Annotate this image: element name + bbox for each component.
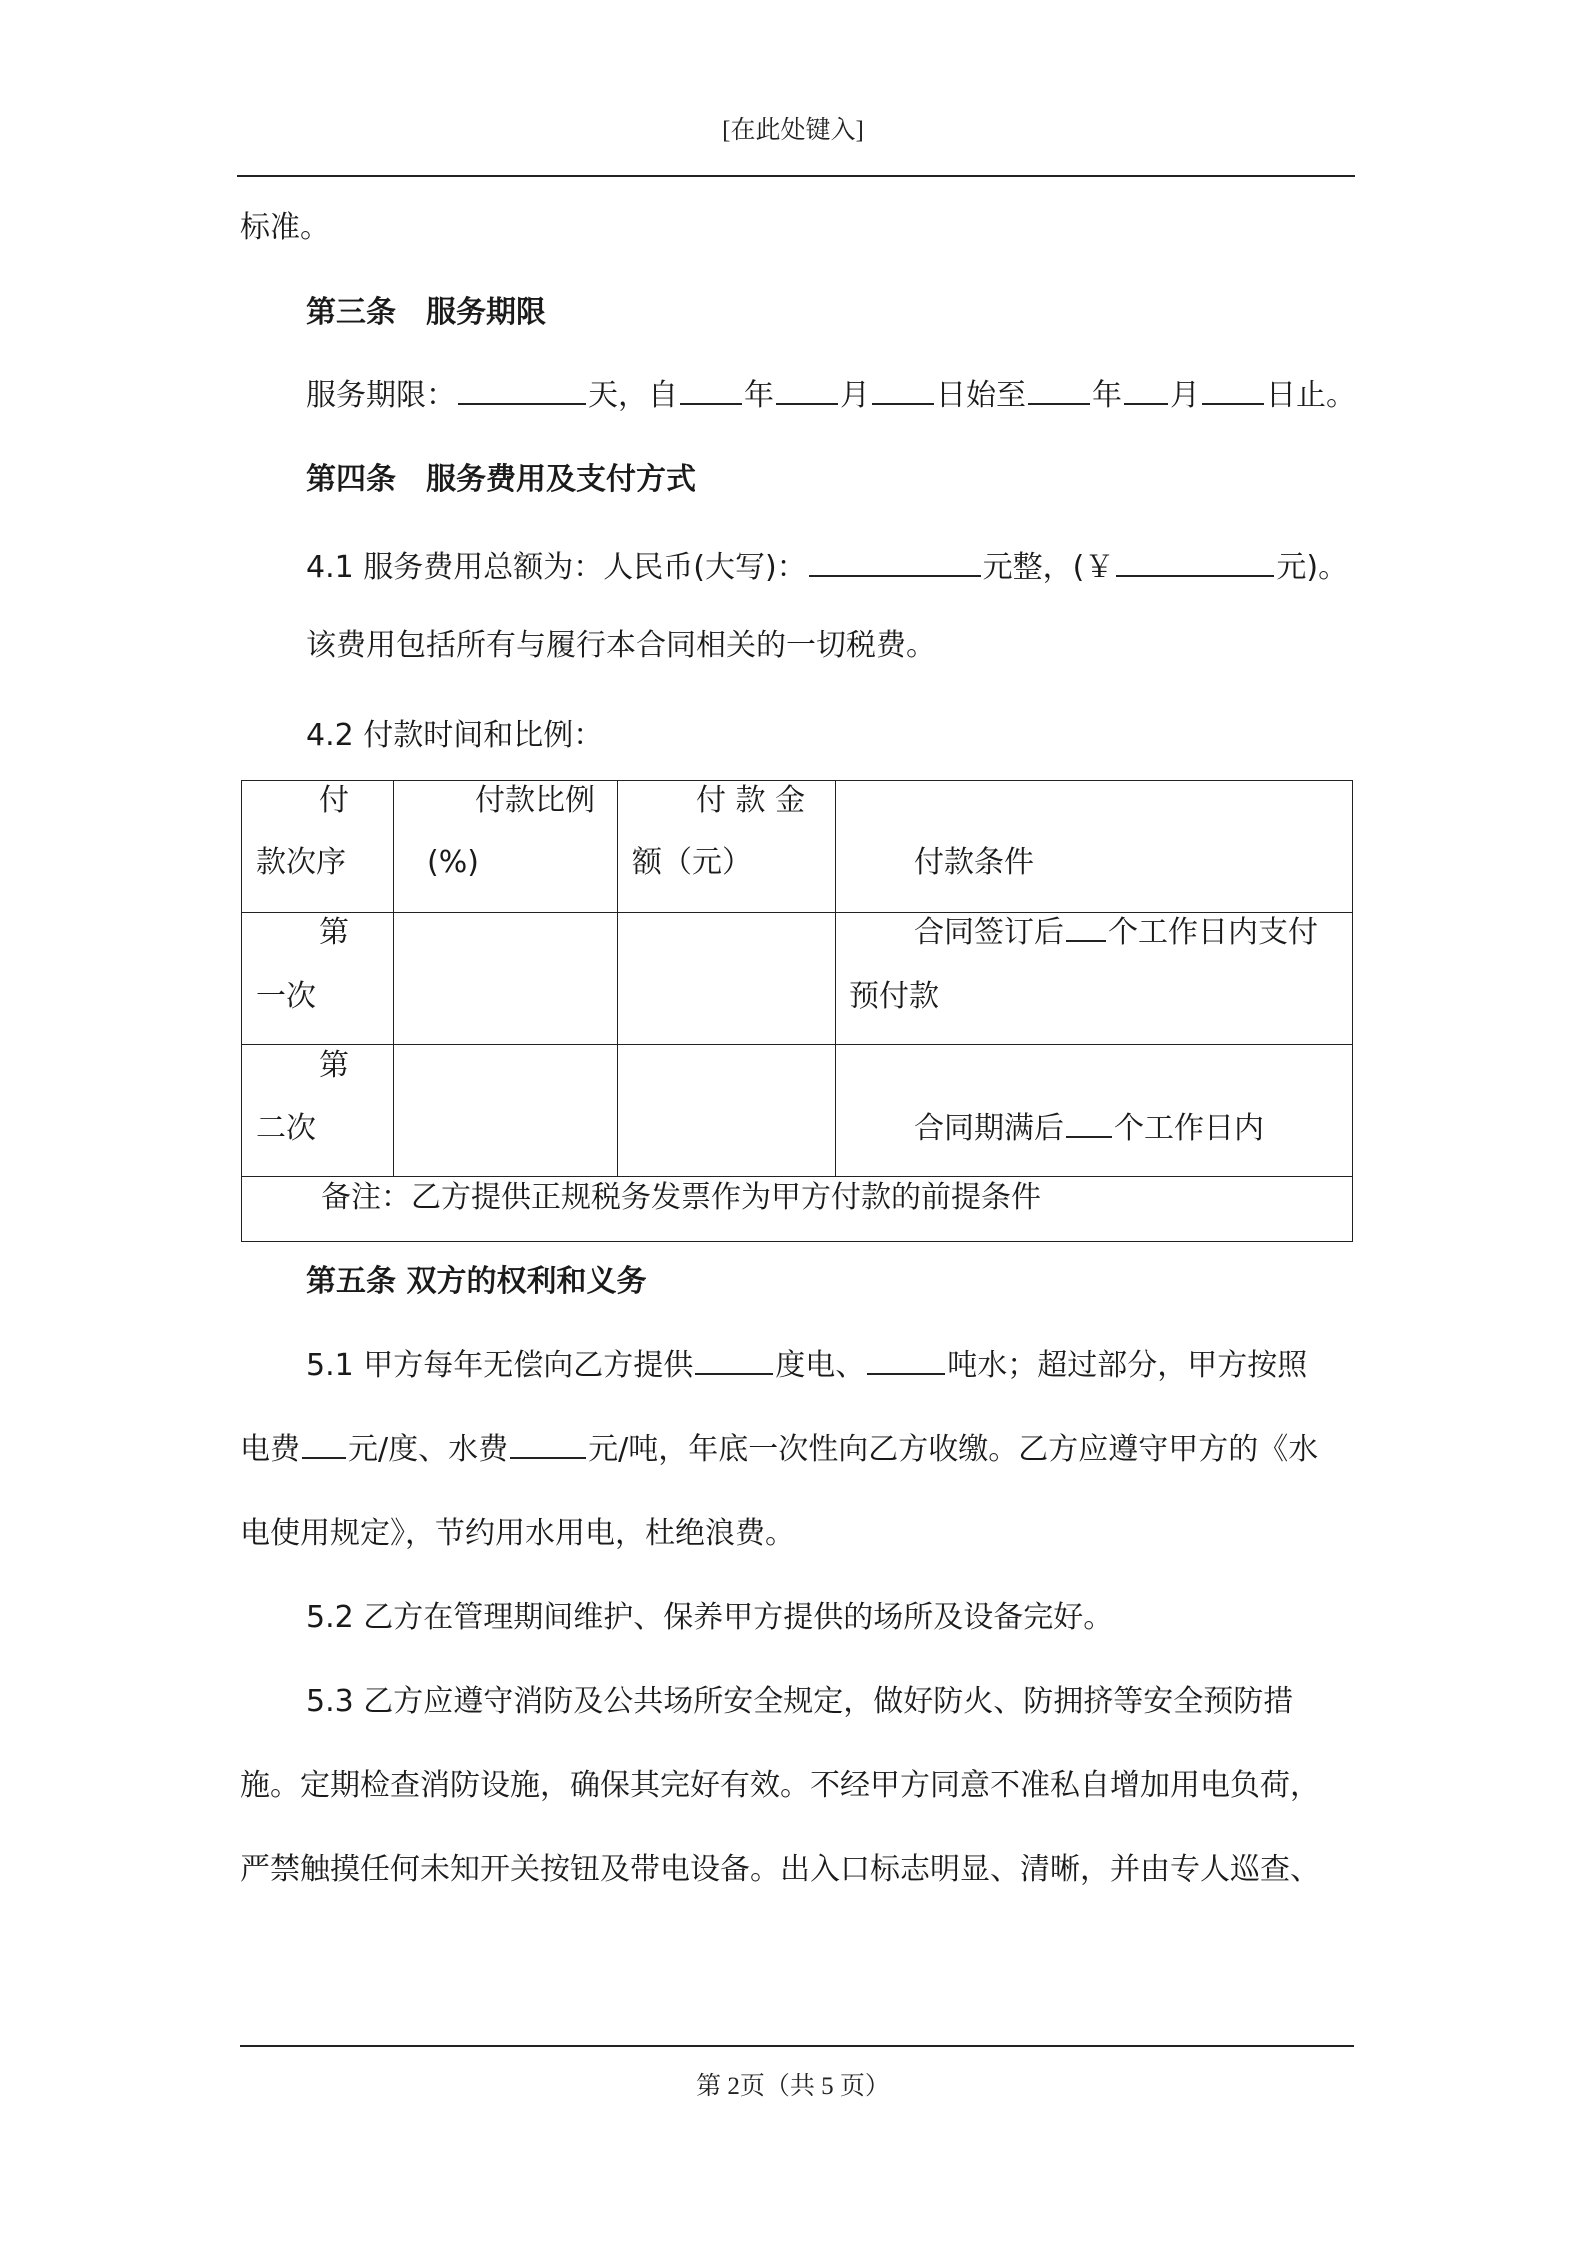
row-label: 二次 — [256, 1111, 316, 1146]
condition-cell: 预付款 — [849, 979, 939, 1014]
rate-text: 元/吨，年底一次性向乙方收缴。乙方应遵守甲方的《水 — [588, 1432, 1319, 1467]
start-day-blank[interactable] — [872, 377, 934, 405]
fee-text: 元整，(￥ — [982, 550, 1115, 585]
condition-text: 合同签订后 — [914, 915, 1064, 950]
table-column-divider — [617, 781, 618, 1176]
utility-text: 吨水；超过部分，甲方按照 — [947, 1348, 1308, 1383]
page-header: [在此处键入] — [722, 117, 864, 144]
utility-text: 度电、 — [775, 1348, 866, 1383]
section-heading-4: 第四条 服务费用及支付方式 — [306, 462, 696, 497]
end-month-blank[interactable] — [1124, 377, 1168, 405]
electricity-rate-blank[interactable] — [302, 1431, 346, 1459]
table-column-divider — [393, 781, 394, 1176]
text-line: 5.3 乙方应遵守消防及公共场所安全规定，做好防火、防拥挤等安全预防措 — [306, 1684, 1294, 1719]
section-heading-5: 第五条 双方的权利和义务 — [306, 1264, 647, 1299]
end-year-blank[interactable] — [1028, 377, 1090, 405]
section-heading-3: 第三条 服务期限 — [306, 295, 546, 330]
term-text: 月 — [1170, 378, 1200, 413]
start-month-blank[interactable] — [776, 377, 838, 405]
term-text: 天，自 — [588, 378, 678, 413]
rate-text: 电费 — [240, 1432, 300, 1467]
text-line: 严禁触摸任何未知开关按钮及带电设备。出入口标志明显、清晰，并由专人巡查、 — [240, 1852, 1320, 1887]
term-text: 月 — [840, 378, 870, 413]
rate-text: 元/度、水费 — [348, 1432, 509, 1467]
page-number: 第 2页（共 5 页） — [696, 2073, 890, 2100]
fee-text: 元)。 — [1276, 550, 1349, 585]
row-label: 一次 — [256, 979, 316, 1014]
header-cell-condition: 付款条件 — [914, 845, 1034, 880]
term-text: 日始至 — [936, 378, 1026, 413]
table-row-divider — [242, 1176, 1352, 1177]
table-column-divider — [835, 781, 836, 1176]
start-year-blank[interactable] — [680, 377, 742, 405]
payment-table — [241, 780, 1353, 1242]
text-line: 电使用规定》，节约用水用电，杜绝浪费。 — [240, 1516, 795, 1551]
fee-total-line — [306, 548, 1348, 588]
text-line: 4.2 付款时间和比例： — [306, 718, 604, 753]
water-blank[interactable] — [867, 1347, 945, 1375]
condition-cell — [914, 913, 1318, 953]
end-day-blank[interactable] — [1202, 377, 1264, 405]
electricity-blank[interactable] — [695, 1347, 773, 1375]
term-text: 年 — [744, 378, 774, 413]
header-divider — [237, 175, 1355, 177]
header-cell-order: 付 — [319, 783, 349, 818]
row-label: 第 — [319, 915, 349, 950]
utility-text: 5.1 甲方每年无偿向乙方提供 — [306, 1348, 694, 1383]
footer-divider — [240, 2045, 1354, 2047]
days-blank[interactable] — [458, 377, 586, 405]
text-line: 施。定期检查消防设施，确保其完好有效。不经甲方同意不准私自增加用电负荷， — [240, 1768, 1320, 1803]
water-rate-blank[interactable] — [510, 1431, 586, 1459]
header-cell-ratio: (%) — [427, 845, 479, 880]
table-note: 备注：乙方提供正规税务发票作为甲方付款的前提条件 — [321, 1180, 1041, 1215]
table-row-divider — [242, 1044, 1352, 1045]
utility-rate-line — [240, 1430, 1318, 1470]
row-label: 第 — [319, 1048, 349, 1083]
term-text: 日止。 — [1266, 378, 1356, 413]
header-cell-amount: 付 款 金 — [696, 783, 806, 818]
fee-text: 4.1 服务费用总额为：人民币(大写)： — [306, 550, 807, 585]
condition-cell — [914, 1109, 1264, 1149]
workdays-blank[interactable] — [1066, 1110, 1112, 1138]
header-cell-amount: 额（元） — [632, 845, 752, 880]
service-term-line — [306, 376, 1356, 416]
header-cell-ratio: 付款比例 — [475, 783, 595, 818]
utility-line — [306, 1346, 1307, 1386]
term-text: 年 — [1092, 378, 1122, 413]
fee-number-blank[interactable] — [1116, 549, 1274, 577]
condition-text: 个工作日内支付 — [1108, 915, 1318, 950]
text-line: 5.2 乙方在管理期间维护、保养甲方提供的场所及设备完好。 — [306, 1600, 1114, 1635]
text-line: 标准。 — [240, 210, 330, 245]
term-label: 服务期限： — [306, 378, 456, 413]
fee-words-blank[interactable] — [809, 549, 981, 577]
condition-text: 个工作日内 — [1114, 1111, 1264, 1146]
workdays-blank[interactable] — [1066, 914, 1106, 942]
text-line: 该费用包括所有与履行本合同相关的一切税费。 — [306, 628, 936, 663]
condition-text: 合同期满后 — [914, 1111, 1064, 1146]
header-cell-order: 款次序 — [256, 845, 346, 880]
